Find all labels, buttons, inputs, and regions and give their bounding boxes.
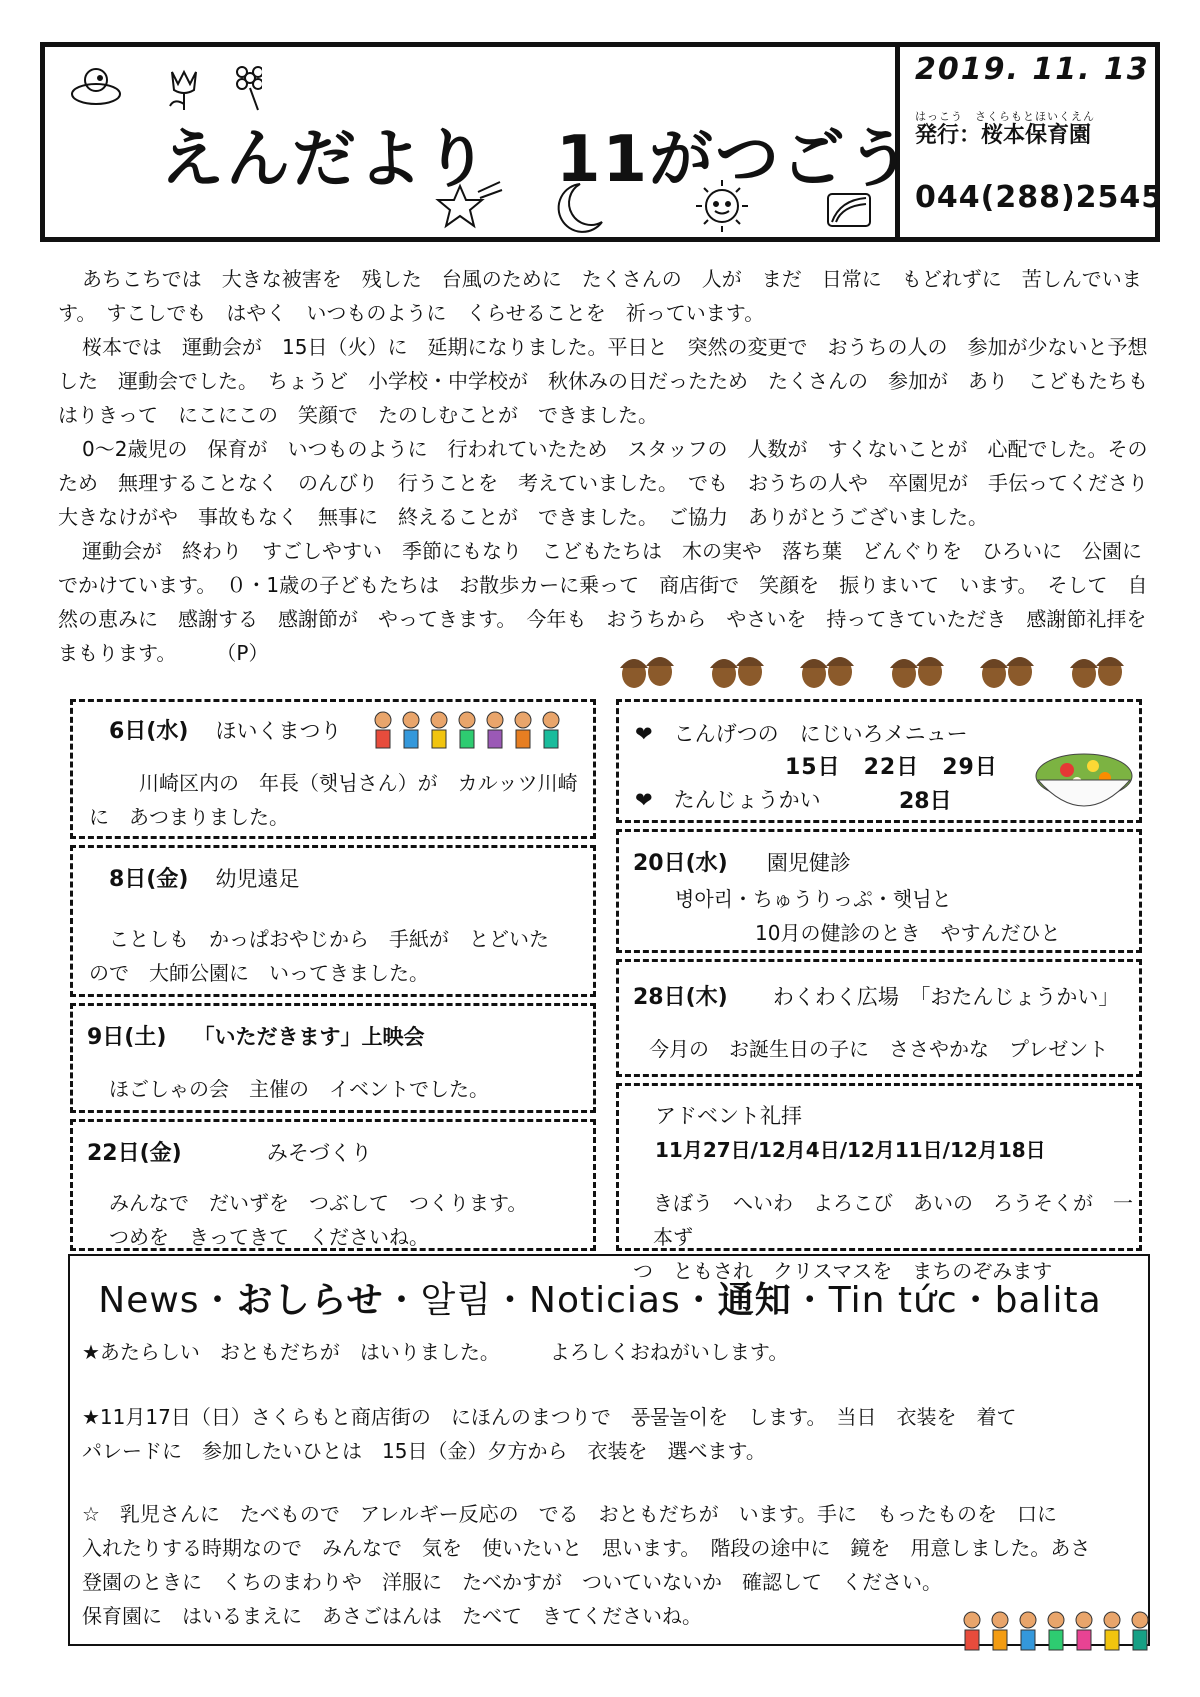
advent-body-line: きぼう へいわ よろこび あいの ろうそくが 一本ず — [653, 1191, 1133, 1249]
event-body — [649, 1032, 1108, 1066]
tulip-icon — [170, 72, 196, 110]
event-date: 20日(水) — [633, 851, 728, 876]
event-box — [70, 1003, 596, 1113]
star-icon — [438, 182, 502, 226]
event-date: 28日(木) — [633, 985, 728, 1010]
chick-icon — [72, 69, 120, 104]
salad-bowl-icon — [1033, 746, 1135, 822]
acorn-icon — [620, 657, 674, 688]
advent-dates: 11月27日/12月4日/12月11日/12月18日 — [655, 1138, 1046, 1162]
news-line: 保育園に はいるまえに あさごはんは たべて きてくださいね。 — [82, 1604, 702, 1628]
event-body-line: ほごしゃの会 主催の イベントでした。 — [109, 1077, 489, 1101]
news-title-part: おしらせ — [236, 1280, 384, 1321]
news-line: パレードに 参加したいひとは 15日（金）夕方から 衣装を 選べます。 — [82, 1439, 766, 1463]
news-title-part: ・Tin tức・balita — [791, 1280, 1102, 1321]
menu-box — [616, 699, 1142, 823]
event-body — [109, 1072, 489, 1106]
event-body-line: ことしも かっぱおやじから 手紙が とどいた — [109, 927, 549, 951]
event-title: 園児健診 — [766, 851, 851, 875]
event-header — [633, 846, 851, 877]
event-body-line: みんなで だいずを つぶして つくります。 — [109, 1191, 528, 1215]
rainbow-card-icon — [828, 194, 870, 226]
event-header — [109, 714, 342, 745]
event-body-line: 今月の お誕生日の子に ささやかな プレゼント — [649, 1037, 1109, 1061]
news-line: 登園のときに くちのまわりや 洋服に たべかすが ついていないか 確認して ください。 — [82, 1570, 942, 1594]
flower-icon — [237, 67, 262, 110]
event-header — [87, 1136, 372, 1167]
event-box — [70, 699, 596, 839]
acorn-icon — [890, 657, 944, 688]
acorn-icon — [1070, 657, 1124, 688]
sun-icon — [696, 180, 748, 232]
event-box — [616, 959, 1142, 1077]
event-header — [87, 1020, 425, 1051]
event-date: 6日(水) — [109, 719, 189, 744]
news-title — [0, 1272, 1200, 1323]
issue-date: 2019. 11. 13 — [915, 52, 1150, 87]
event-body — [109, 1186, 527, 1254]
event-body-line: に あつまりました。 — [89, 805, 289, 829]
event-title: 「いただきます」上映会 — [193, 1025, 425, 1049]
acorn-icon — [800, 657, 854, 688]
acorn-decoration — [620, 646, 1140, 692]
advent-body-line: つ ともされ クリスマスを まちのぞみます — [633, 1259, 1053, 1283]
news-item — [82, 1335, 1142, 1369]
news-line: ★11月17日（日）さくらもと商店街の にほんのまつりで 풍물놀이を します。 当日 衣装を 着て — [82, 1405, 1017, 1429]
news-title-part: ・알림・Noticias・ — [383, 1280, 718, 1321]
news-line: ☆ 乳児さんに たべもので アレルギー反応の でる おともだちが います。手に もったものを 口に — [82, 1502, 1058, 1526]
event-title: わくわく広場 「おたんじょうかい」 — [772, 985, 1120, 1009]
event-box — [70, 1119, 596, 1251]
rainbow-menu-dates: 15日 22日 29日 — [785, 755, 998, 780]
event-header — [109, 862, 300, 893]
birthday-label: ❤ たんじょうかい — [635, 788, 821, 812]
event-body — [89, 766, 578, 834]
event-body-line: 병아리・ちゅうりっぷ・햇님と — [675, 887, 952, 911]
intro-paragraph: 桜本では 運動会が 15日（火）に 延期になりました。平日と 突然の変更で おうちの人の 参加が少ないと予想した 運動会でした。 ちょうど 小学校・中学校が 秋休みの日だったため たくさんの 参加が あり こどもたちも はりきって にこにこの 笑顔で たのしむことが できました。 — [58, 335, 1168, 427]
event-date: 22日(金) — [87, 1141, 182, 1166]
news-title-part: 通知 — [717, 1280, 792, 1321]
event-body — [89, 922, 549, 990]
event-title: みそづくり — [266, 1141, 372, 1165]
intro-paragraph: あちこちでは 大きな被害を 残した 台風のために たくさんの 人が まだ 日常に もどれずに 苦しんでいます。 すこしでも はやく いつものように くらせることを 祈っています。 — [58, 267, 1142, 325]
news-title-part: News・ — [98, 1280, 237, 1321]
birthday-date: 28日 — [899, 789, 952, 814]
event-box — [616, 829, 1142, 953]
event-title: 幼児遠足 — [215, 867, 300, 891]
moon-icon — [559, 184, 602, 232]
intro-paragraph: 運動会が 終わり すごしやすい 季節にもなり こどもたちは 木の実や 落ち葉 どんぐりを ひろいに 公園にでかけています。 ０・1歳の子どもたちは お散歩カーに乗って 商店街で 笑顔を 振りまいて います。 そして 自然の恵みに 感謝する 感謝節が やってきます。 今年も おうちから やさいを 持ってきていただき 感謝節礼拝を まもります。 （P） — [58, 539, 1167, 665]
intro-paragraph: 0～2歳児の 保育が いつものように 行われていたため スタッフの 人数が すくないことが 心配でした。そのため 無理することなく のんびり 行うことを 考えていました。 でも おうちの人や 卒園児が 手伝ってくださり 大きなけがや 事故もなく 無事に 終えることが できました。 ご協力 ありがとうございました。 — [58, 437, 1168, 529]
event-header — [633, 980, 1119, 1011]
children-icon — [369, 708, 569, 756]
acorn-icon — [980, 657, 1034, 688]
header-decoration-icons-bottom — [430, 178, 900, 234]
news-item — [82, 1400, 1142, 1468]
event-title: ほいくまつり — [215, 719, 342, 743]
phone-number: 044(288)2545 — [915, 180, 1164, 215]
news-line: 入れたりする時期なので みんなで 気を 使いたいと 思います。 階段の途中に 鏡を 用意しました。あさ — [82, 1536, 1091, 1560]
publisher: 発行：桜本保育園 — [915, 123, 1092, 148]
event-body-line: 川崎区内の 年長（햇님さん）が カルッツ川崎 — [139, 771, 578, 795]
acorn-icon — [710, 657, 764, 688]
publisher-ruby: はっこう さくらもとほいくえん — [915, 110, 1095, 123]
event-date: 8日(金) — [109, 867, 189, 892]
advent-title: アドベント礼拝 — [655, 1104, 802, 1128]
children-icon — [958, 1608, 1158, 1660]
event-body-line: つめを きってきて くださいね。 — [109, 1225, 429, 1249]
event-body — [675, 882, 1060, 950]
header-decoration-icons — [62, 62, 262, 112]
newsletter-title: えんだより 11がつごう — [160, 123, 914, 197]
event-date: 9日(土) — [87, 1025, 167, 1050]
event-body-line: 10月の健診のとき やすんだひと — [755, 921, 1061, 945]
intro-text — [58, 262, 1168, 670]
news-line: ★あたらしい おともだちが はいりました。 よろしくおねがいします。 — [82, 1340, 789, 1364]
rainbow-menu-label: ❤ こんげつの にじいろメニュー — [635, 722, 968, 746]
event-box — [70, 845, 596, 997]
advent-box — [616, 1083, 1142, 1283]
event-body-line: ので 大師公園に いってきました。 — [89, 961, 429, 985]
